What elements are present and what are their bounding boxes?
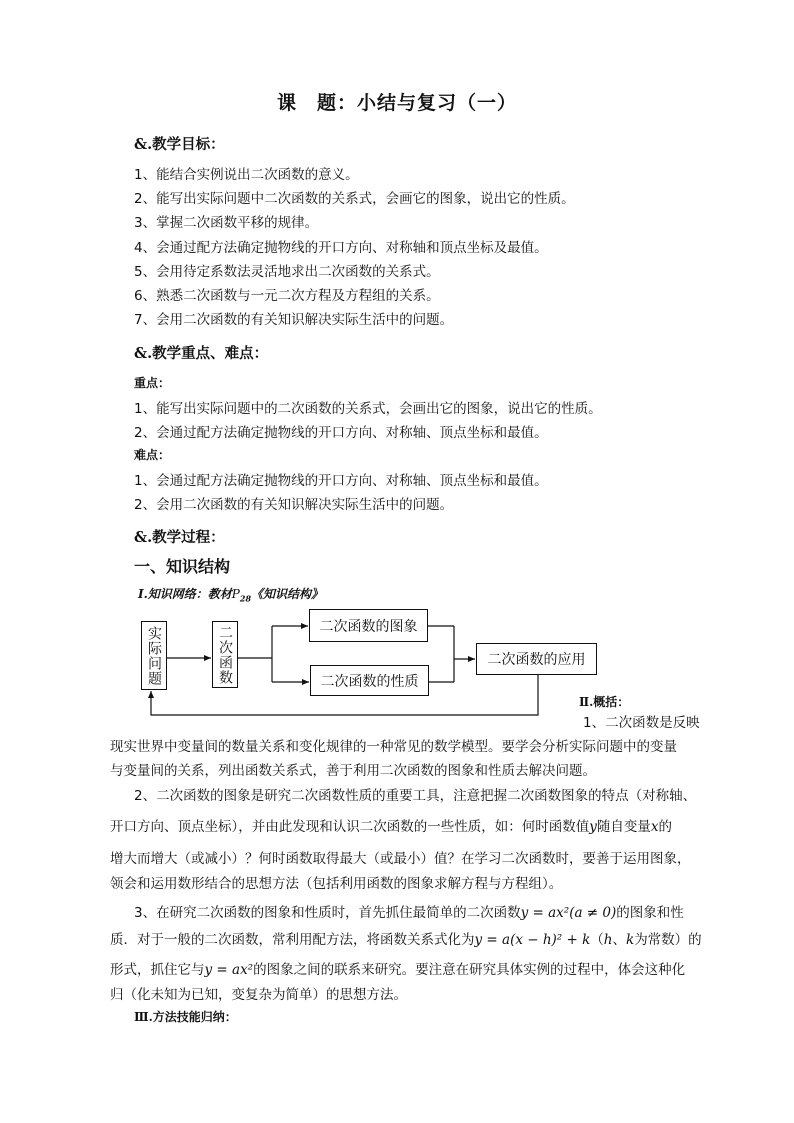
summary-p3-line: 3、在研究二次函数的图象和性质时，首先抓住最简单的二次函数y = ax²(a ≠ 0)的图象和性 [134,905,684,921]
focus-heading: &.教学重点、难点： [134,345,269,362]
box-real-problem: 实际问题 [141,621,167,690]
page-title: 课 题：小结与复习（一） [276,92,517,114]
hard-item: 2、会用二次函数的有关知识解决实际生活中的问题。 [134,497,454,513]
goals-heading: &.教学目标： [134,136,225,153]
summary-p1-start: 1、二次函数是反映 [583,715,700,731]
box-function-properties: 二次函数的性质 [310,665,429,696]
box-quadratic-function: 二次函数 [212,621,238,688]
process-heading: &.教学过程： [134,529,225,546]
goal-item: 7、会用二次函数的有关知识解决实际生活中的问题。 [134,312,454,328]
formula-simple-quadratic: y = ax² [204,962,254,978]
summary-p2-line: 增大而增大（或减小）？何时函数取得最大（或最小）值？在学习二次函数时，要善于运用图象， [110,851,691,867]
box-function-graph: 二次函数的图象 [309,609,428,642]
network-label: Ⅰ.知识网络：教材$P_{28}$《知识结构》 [138,587,324,604]
methods-label: Ⅲ.方法技能归纳： [134,1010,237,1024]
summary-p3-line: 质．对于一般的二次函数，常利用配方法，将函数关系式化为y = a(x − h)² + k（h、k为常数）的 [110,932,702,948]
summary-p1-line: 与变量间的关系，列出函数关系式，善于利用二次函数的图象和性质去解决问题。 [110,763,596,779]
summary-p3-line: 归（化未知为已知，变复杂为简单）的思想方法。 [110,987,407,1003]
summary-p3-line: 形式，抓住它与y = ax²的图象之间的联系来研究。要注意在研究具体实例的过程中，体会这种化 [110,962,686,978]
key-item: 2、会通过配方法确定抛物线的开口方向、对称轴、顶点坐标和最值。 [134,425,548,441]
hard-label: 难点： [134,448,171,462]
summary-p1-line: 现实世界中变量间的数量关系和变化规律的一种常见的数学模型。要学会分析实际问题中的变量 [110,739,677,755]
summary-p2-line: 开口方向、顶点坐标），并由此发现和认识二次函数的一些性质，如：何时函数值y随自变量x的 [110,819,673,835]
summary-label: Ⅱ.概括： [579,695,630,709]
summary-p2-line: 领会和运用数形结合的思想方法（包括利用函数的图象求解方程与方程组）。 [110,876,563,892]
key-label: 重点： [134,376,171,390]
part1-heading: 一、知识结构 [134,557,231,576]
summary-p2-line: 2、二次函数的图象是研究二次函数性质的重要工具，注意把握二次函数图象的特点（对称轴、 [134,788,697,804]
goal-item: 2、能写出实际问题中二次函数的关系式，会画它的图象，说出它的性质。 [134,191,575,207]
key-item: 1、能写出实际问题中的二次函数的关系式，会画出它的图象，说出它的性质。 [134,401,602,417]
goal-item: 1、能结合实例说出二次函数的意义。 [134,167,359,183]
formula-basic-quadratic: y = ax²(a ≠ 0) [520,905,617,921]
goal-item: 4、会通过配方法确定抛物线的开口方向、对称轴和顶点坐标及最值。 [134,240,548,256]
goal-item: 6、熟悉二次函数与一元二次方程及方程组的关系。 [134,288,440,304]
goal-item: 3、掌握二次函数平移的规律。 [134,215,319,231]
arrow-feedback-loop [151,675,538,715]
hard-item: 1、会通过配方法确定抛物线的开口方向、对称轴、顶点坐标和最值。 [134,473,548,489]
formula-vertex-form: y = a(x − h)² + k [474,932,591,948]
box-function-application: 二次函数的应用 [476,643,597,675]
goal-item: 5、会用待定系数法灵活地求出二次函数的关系式。 [134,264,440,280]
